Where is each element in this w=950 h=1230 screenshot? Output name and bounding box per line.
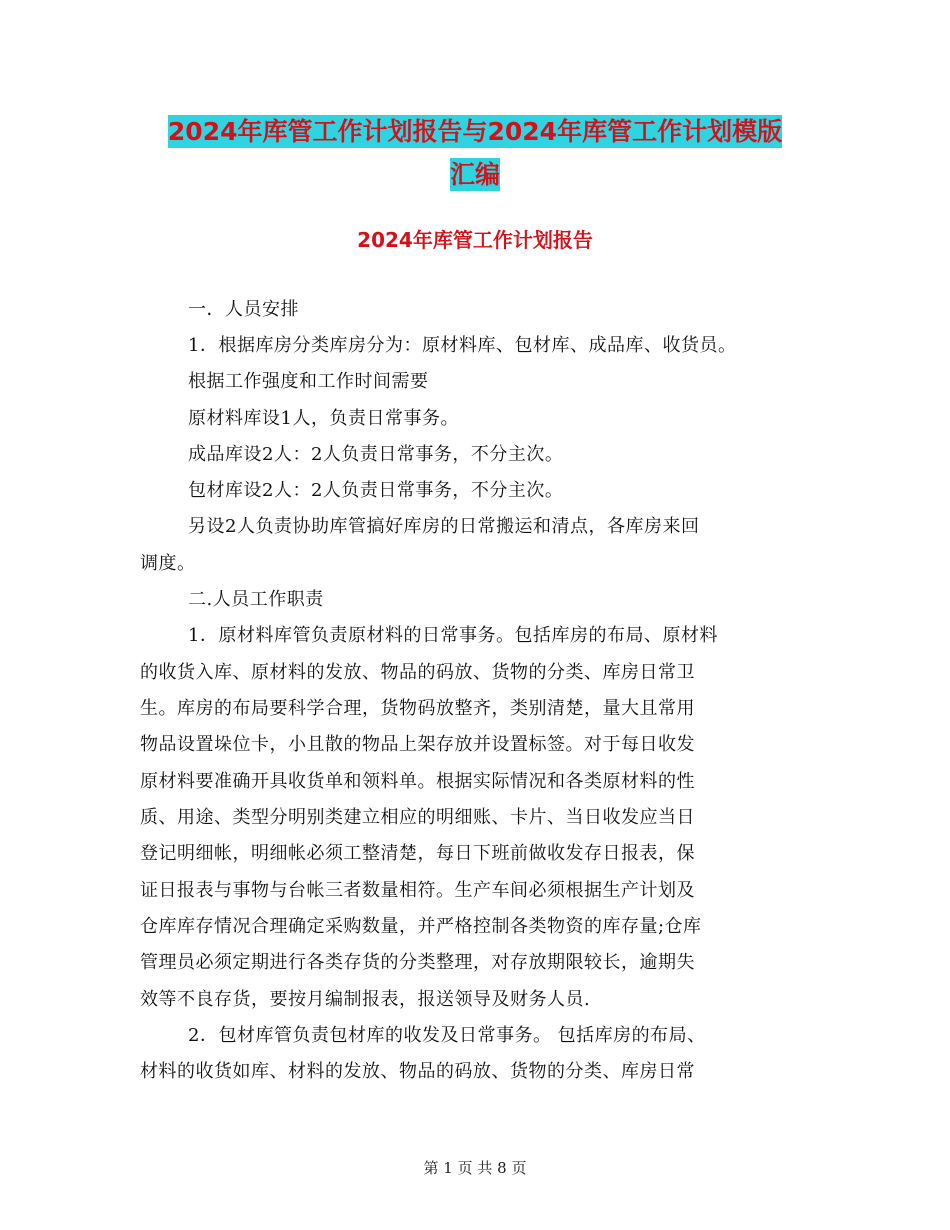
paragraph-line: 原材料要准确开具收货单和领料单。根据实际情况和各类原材料的性 [140, 771, 695, 792]
paragraph-line: 1．原材料库管负责原材料的日常事务。包括库房的布局、原材料 [188, 625, 718, 646]
paragraph-line: 调度。 [140, 553, 196, 574]
paragraph-line: 另设2人负责协助库管搞好库房的日常搬运和清点，各库房来回 [188, 516, 700, 537]
paragraph-line: 的收货入库、原材料的发放、物品的码放、货物的分类、库房日常卫 [140, 662, 695, 683]
paragraph-line: 1．根据库房分类库房分为：原材料库、包材库、成品库、收货员。 [188, 335, 737, 356]
paragraph-line: 2．包材库管负责包材库的收发及日常事务。 包括库房的布局、 [188, 1025, 706, 1046]
paragraph-line: 效等不良存货，要按月编制报表，报送领导及财务人员. [140, 989, 591, 1010]
paragraph-line: 原材料库设1人，负责日常事务。 [188, 408, 459, 429]
paragraph-line: 包材库设2人：2人负责日常事务，不分主次。 [188, 480, 564, 501]
paragraph-line: 成品库设2人：2人负责日常事务，不分主次。 [188, 444, 564, 465]
paragraph-line: 质、用途、类型分明别类建立相应的明细账、卡片、当日收发应当日 [140, 807, 695, 828]
paragraph-line: 材料的收货如库、材料的发放、物品的码放、货物的分类、库房日常 [140, 1061, 695, 1082]
paragraph-line: 生。库房的布局要科学合理，货物码放整齐，类别清楚，量大且常用 [140, 698, 695, 719]
document-title-text: 2024年库管工作计划报告与2024年库管工作计划模版 [167, 117, 783, 146]
paragraph-line: 登记明细帐，明细帐必须工整清楚，每日下班前做收发存日报表，保 [140, 843, 695, 864]
paragraph-line: 物品设置垛位卡，小且散的物品上架存放并设置标签。对于每日收发 [140, 734, 695, 755]
document-title-line-2 [0, 155, 950, 191]
paragraph-line: 根据工作强度和工作时间需要 [188, 371, 429, 392]
heading-staffing: 一．人员安排 [188, 299, 299, 320]
page-number-footer: 第 1 页 共 8 页 [423, 1159, 527, 1177]
paragraph-line: 仓库库存情况合理确定采购数量，并严格控制各类物资的库存量;仓库 [140, 916, 702, 937]
paragraph-line: 管理员必须定期进行各类存货的分类整理，对存放期限较长，逾期失 [140, 952, 695, 973]
heading-responsibilities: 二.人员工作职责 [188, 589, 324, 610]
paragraph-line: 证日报表与事物与台帐三者数量相符。生产车间必须根据生产计划及 [140, 880, 695, 901]
document-title-line-1 [0, 112, 950, 148]
document-title-text-2: 汇编 [449, 160, 500, 189]
section-title: 2024年库管工作计划报告 [357, 228, 593, 252]
